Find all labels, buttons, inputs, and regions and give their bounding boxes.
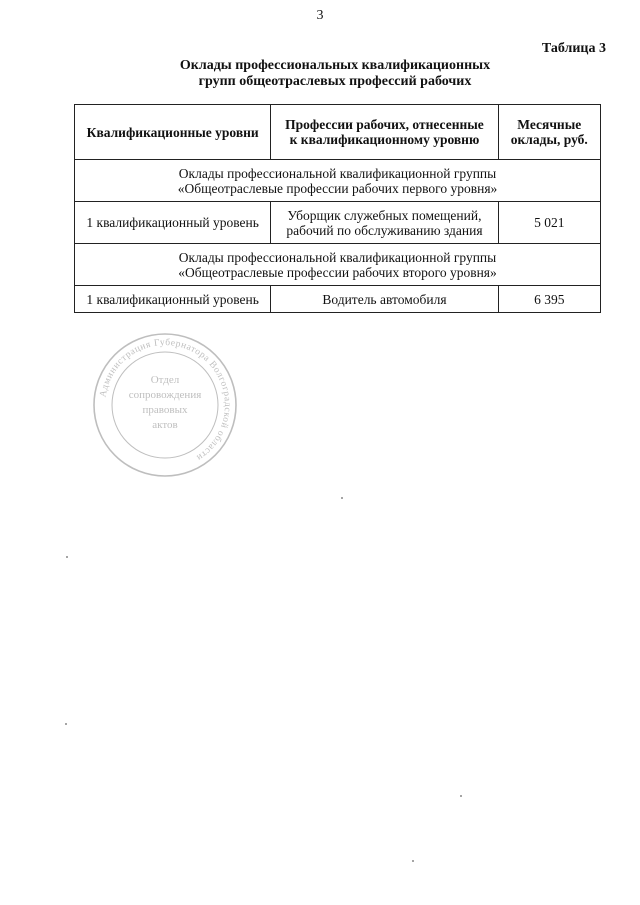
title-line-2: групп общеотраслевых профессий рабочих bbox=[198, 74, 472, 89]
document-title bbox=[0, 58, 640, 90]
row-profession-line-1: Уборщик служебных помещений, bbox=[287, 207, 482, 223]
stamp-outer-text: Администрация Губернатора Волгоградской области bbox=[98, 337, 233, 463]
title-line-1: Оклады профессиональных квалификационных bbox=[179, 58, 491, 73]
row-level: 1 квалификационный уровень bbox=[75, 286, 271, 313]
stamp-center-line-1: Отдел bbox=[150, 374, 180, 386]
row-profession bbox=[271, 202, 498, 244]
row-salary: 5 021 bbox=[498, 202, 600, 244]
header-profession-line-2: к квалификационному уровню bbox=[289, 132, 480, 147]
group-title-line-2: «Общеотраслевые профессии рабочих второго уровня» bbox=[178, 264, 497, 280]
group-title-row bbox=[75, 244, 601, 286]
header-profession bbox=[271, 105, 498, 160]
table-label: Таблица 3 bbox=[541, 41, 606, 56]
header-salary-line-1: Месячные bbox=[517, 117, 582, 132]
group-title-line-1: Оклады профессиональной квалификационной группы bbox=[178, 249, 497, 265]
table-row bbox=[75, 202, 601, 244]
stamp-center-line-4: актов bbox=[152, 419, 178, 431]
table-row bbox=[75, 286, 601, 313]
salary-table bbox=[74, 104, 601, 313]
group-title-first-level bbox=[75, 160, 601, 202]
row-level: 1 квалификационный уровень bbox=[75, 202, 271, 244]
scan-speck bbox=[341, 497, 343, 499]
header-level: Квалификационные уровни bbox=[75, 105, 271, 160]
page-number: 3 bbox=[316, 8, 324, 23]
stamp-center-line-2: сопровождения bbox=[128, 389, 202, 401]
header-salary bbox=[498, 105, 600, 160]
group-title-second-level bbox=[75, 244, 601, 286]
row-profession: Водитель автомобиля bbox=[271, 286, 498, 313]
scan-speck bbox=[460, 795, 462, 797]
scan-speck bbox=[65, 723, 67, 725]
header-salary-line-2: оклады, руб. bbox=[510, 132, 588, 147]
official-stamp-seal bbox=[90, 330, 240, 480]
group-title-line-2: «Общеотраслевые профессии рабочих первого уровня» bbox=[177, 180, 498, 196]
group-title-line-1: Оклады профессиональной квалификационной группы bbox=[178, 165, 497, 181]
group-title-row bbox=[75, 160, 601, 202]
table-header-row bbox=[75, 105, 601, 160]
row-salary: 6 395 bbox=[498, 286, 600, 313]
scan-speck bbox=[412, 860, 414, 862]
scan-speck bbox=[66, 556, 68, 558]
header-profession-line-1: Профессии рабочих, отнесенные bbox=[285, 117, 484, 132]
row-profession-line-2: рабочий по обслуживанию здания bbox=[286, 222, 483, 238]
stamp-center-line-3: правовых bbox=[142, 404, 188, 416]
